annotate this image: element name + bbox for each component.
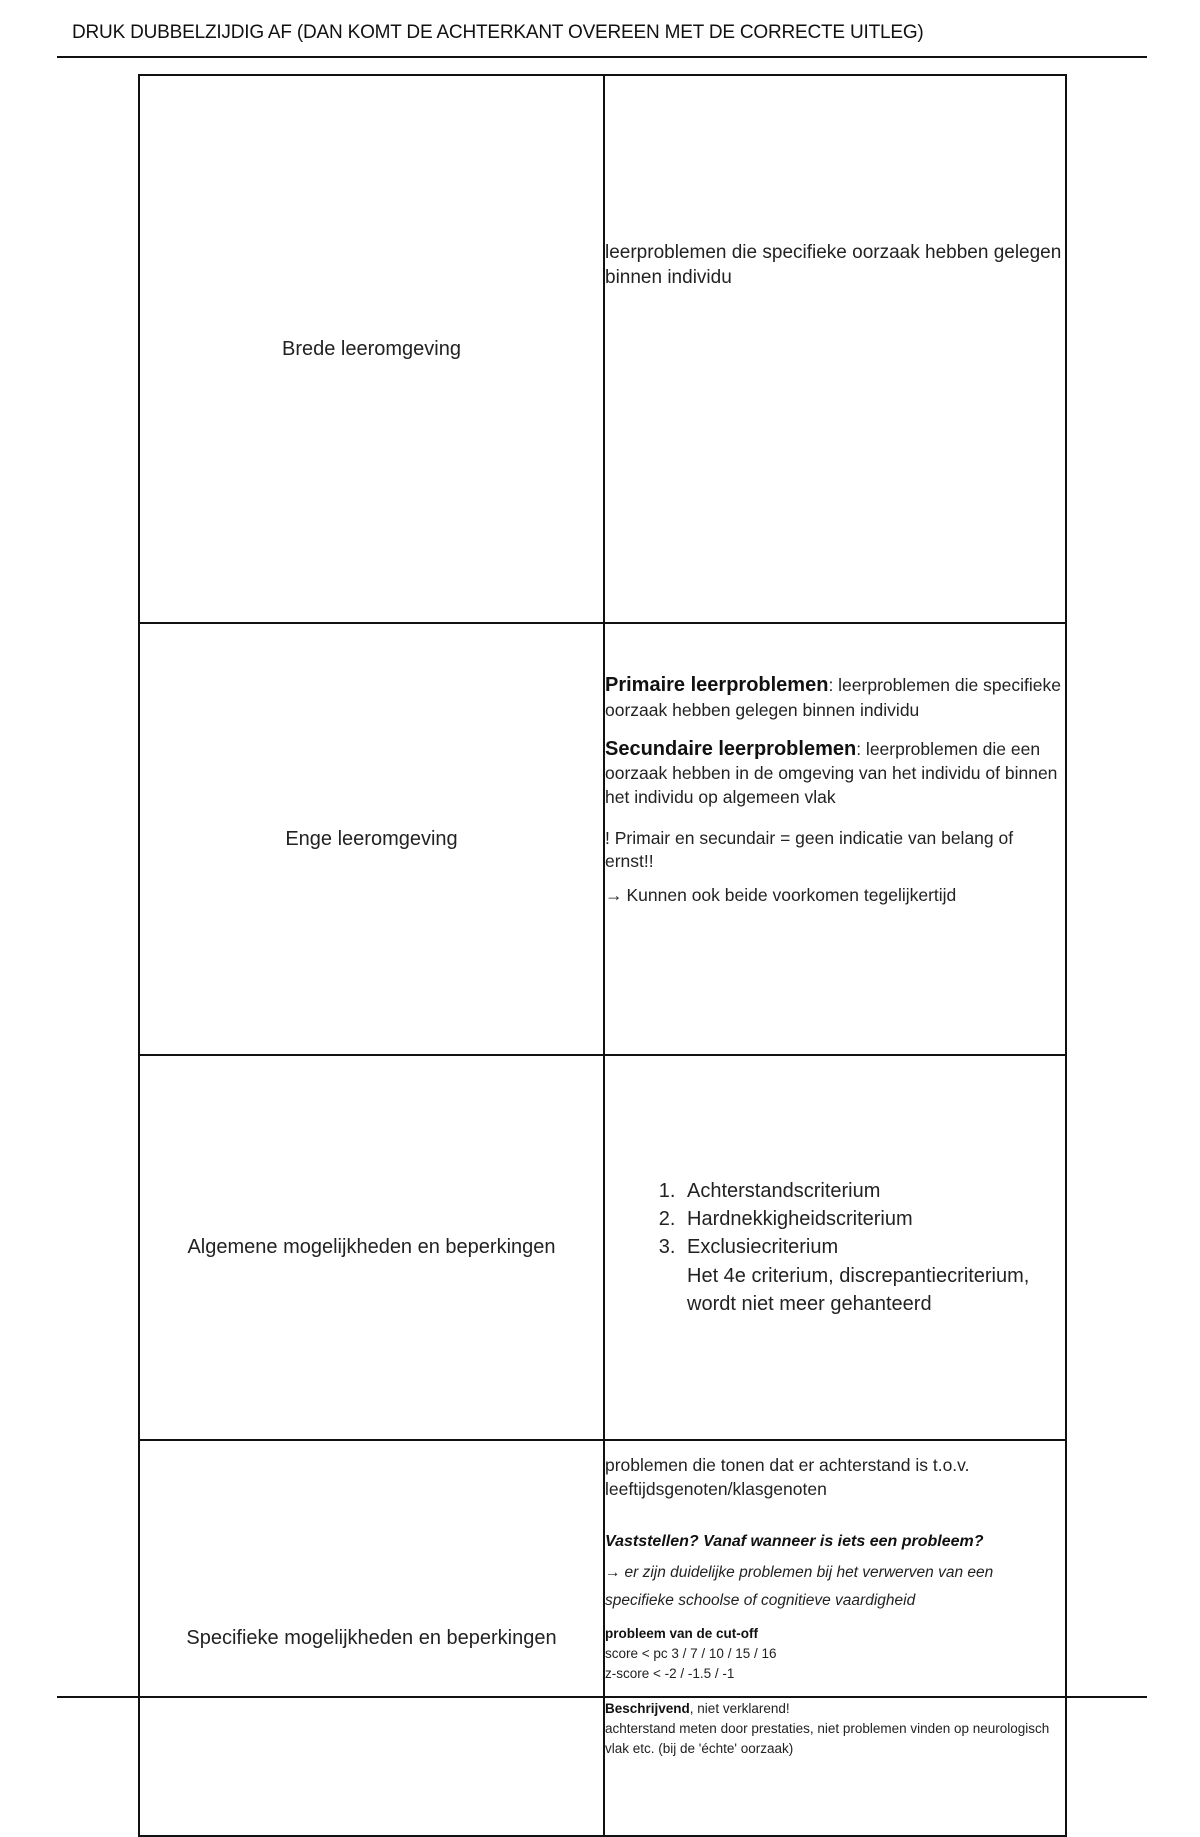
primary-paragraph xyxy=(605,672,1065,722)
secondary-text: : leerproblemen die een oorzaak hebben in de omgeving van het individu of binnen het individu op algemeen vlak xyxy=(605,738,1058,807)
criteria-list xyxy=(649,1177,1065,1262)
card-definition xyxy=(604,75,1066,623)
desc-bold: Beschrijvend xyxy=(605,1700,690,1716)
arrow-text: Kunnen ook beide voorkomen tegelijkertijd xyxy=(626,884,957,905)
criteria-extra: Het 4e criterium, discrepantiecriterium, wordt niet meer gehanteerd xyxy=(687,1264,1030,1316)
note-text: ! Primair en secundair = geen indicatie van belang of ernst!! xyxy=(605,827,1014,872)
desc-rest: , niet verklarend! xyxy=(689,1700,790,1716)
cutoff-score: score < pc 3 / 7 / 10 / 15 / 16 xyxy=(605,1646,777,1662)
page-header: DRUK DUBBELZIJDIG AF (DAN KOMT DE ACHTERKANT OVEREEN MET DE CORRECTE UITLEG) xyxy=(72,22,924,43)
question-sub-text: er zijn duidelijke problemen bij het verwerven van een specifieke schoolse of cognitieve vaardigheid xyxy=(605,1563,994,1610)
cutoff-block xyxy=(605,1624,1065,1685)
arrow-right-icon: → xyxy=(605,884,623,905)
intro-text: problemen die tonen dat er achterstand is t.o.v. leeftijdsgenoten/klasgenoten xyxy=(605,1455,970,1500)
secondary-label: Secundaire leerproblemen xyxy=(605,737,857,760)
card-row xyxy=(139,1055,1066,1440)
flashcard-table xyxy=(138,74,1067,1837)
card-term: Brede leeromgeving xyxy=(139,75,604,623)
footer-divider xyxy=(57,1696,1147,1698)
primary-text: : leerproblemen die specifieke oorzaak hebben gelegen binnen individu xyxy=(605,675,1061,720)
card-term: Enge leeromgeving xyxy=(139,623,604,1055)
criteria-item: 2. Hardnekkigheidscriterium xyxy=(681,1205,1065,1233)
card-row xyxy=(139,75,1066,623)
desc-text: achterstand meten door prestaties, niet problemen vinden op neurologisch vlak etc. (bij de 'échte' oorzaak) xyxy=(605,1720,1050,1757)
arrow-note xyxy=(605,884,1065,907)
cutoff-z: z-score < -2 / -1.5 / -1 xyxy=(605,1666,735,1682)
card-row xyxy=(139,1440,1066,1836)
descriptive-block xyxy=(605,1699,1065,1760)
card-definition xyxy=(604,1055,1066,1440)
card-row xyxy=(139,623,1066,1055)
card-term: Algemene mogelijkheden en beperkingen xyxy=(139,1055,604,1440)
card-definition xyxy=(604,1440,1066,1836)
definition-text: leerproblemen die specifieke oorzaak hebben gelegen binnen individu xyxy=(605,242,1062,289)
criteria-item: 3. Exclusiecriterium xyxy=(681,1233,1065,1261)
criteria-item: 1. Achterstandscriterium xyxy=(681,1177,1065,1205)
card-definition xyxy=(604,623,1066,1055)
question-sub xyxy=(605,1559,1065,1616)
primary-label: Primaire leerproblemen xyxy=(605,674,829,696)
header-divider xyxy=(57,56,1147,58)
question-text: Vaststellen? Vanaf wanneer is iets een probleem? xyxy=(605,1533,984,1551)
secondary-paragraph xyxy=(605,736,1065,809)
arrow-right-icon: → xyxy=(605,1563,621,1581)
card-term: Specifieke mogelijkheden en beperkingen xyxy=(139,1440,604,1836)
cutoff-title: probleem van de cut-off xyxy=(605,1625,759,1641)
